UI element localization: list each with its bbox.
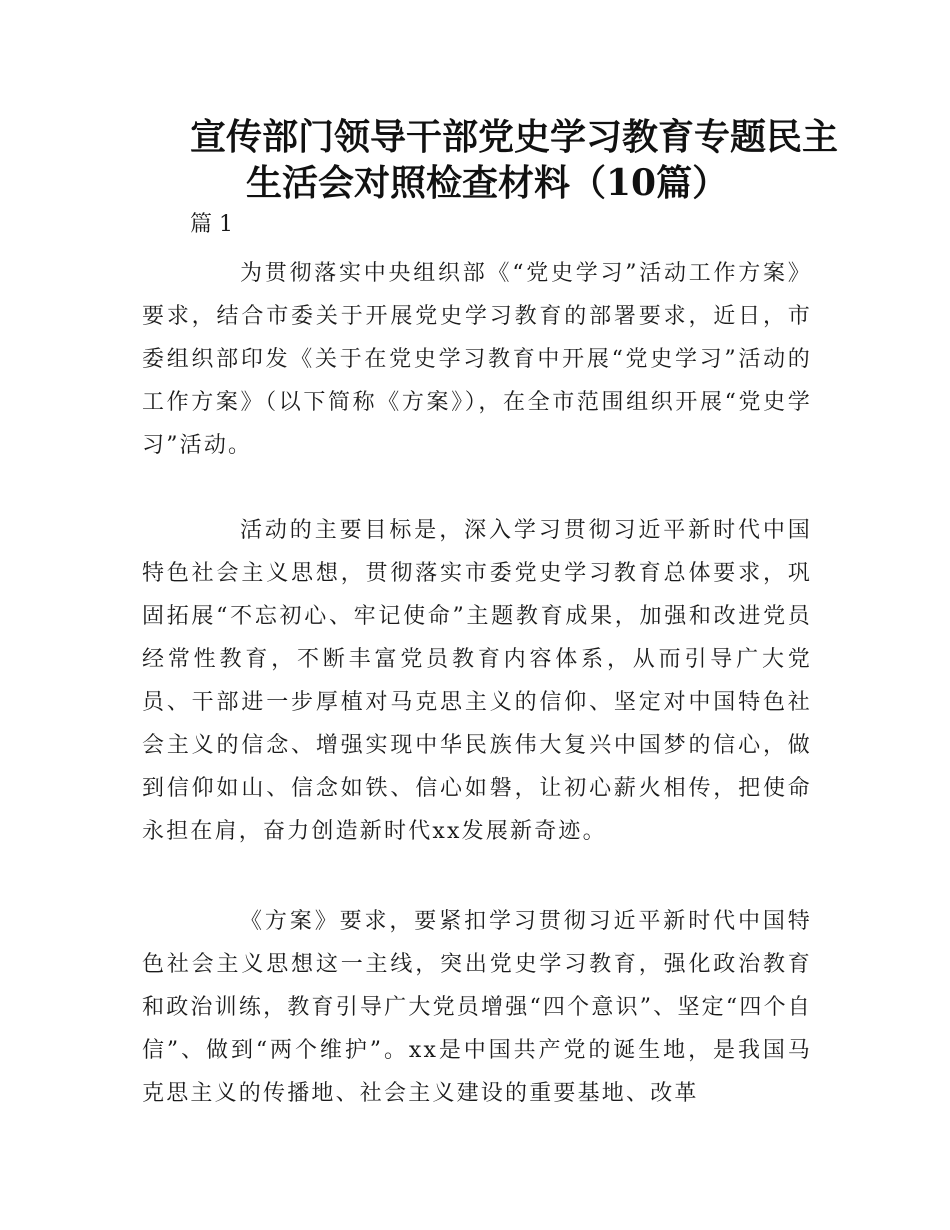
document-title-line-2: 生活会对照检查材料（10篇） xyxy=(246,162,729,204)
paragraph-1: 为贯彻落实中央组织部《“党史学习”活动工作方案》要求，结合市委关于开展党史学习教育的部署要求，近日，市委组织部印发《关于在党史学习教育中开展“党史学习”活动的工作方案》（以下简称《方案》），在全市范围组织开展“党史学习”活动。 xyxy=(142,261,812,458)
document-title-line-1: 宣传部门领导干部党史学习教育专题民主 xyxy=(190,116,839,158)
paragraph-3: 《方案》要求，要紧扣学习贯彻习近平新时代中国特色社会主义思想这一主线，突出党史学习教育，强化政治教育和政治训练，教育引导广大党员增强“四个意识”、坚定“四个自信”、做到“两个维护”。xx是中国共产党的诞生地，是我国马克思主义的传播地、社会主义建设的重要基地、改革 xyxy=(142,909,812,1106)
paragraph-2: 活动的主要目标是，深入学习贯彻习近平新时代中国特色社会主义思想，贯彻落实市委党史学习教育总体要求，巩固拓展“不忘初心、牢记使命”主题教育成果，加强和改进党员经常性教育，不断丰富党员教育内容体系，从而引导广大党员、干部进一步厚植对马克思主义的信仰、坚定对中国特色社会主义的信念、增强实现中华民族伟大复兴中国梦的信心，做到信仰如山、信念如铁、信心如磐，让初心薪火相传，把使命永担在肩，奋力创造新时代xx发展新奇迹。 xyxy=(142,518,812,844)
section-label: 篇 1 xyxy=(190,212,233,237)
